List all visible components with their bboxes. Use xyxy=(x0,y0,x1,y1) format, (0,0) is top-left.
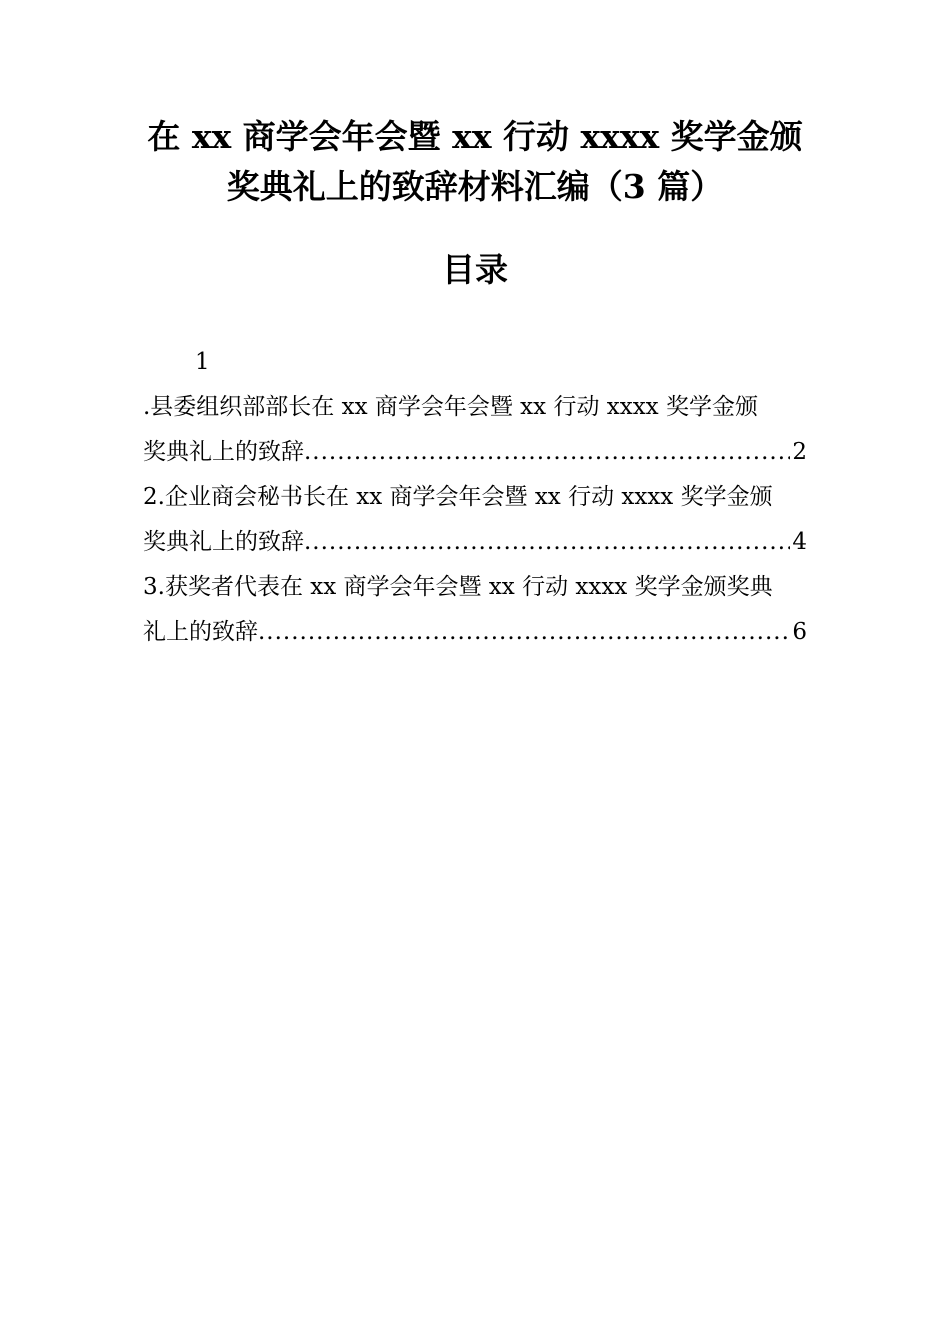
toc-entry-1-text: 奖典礼上的致辞 xyxy=(143,439,304,465)
toc-entry-3-line-2[interactable] xyxy=(143,610,807,655)
toc-entry-2-line-1[interactable]: 2.企业商会秘书长在 xx 商学会年会暨 xx 行动 xxxx 奖学金颁 xyxy=(143,484,773,510)
document-title xyxy=(140,112,810,212)
document-title-line-1: 在 xx 商学会年会暨 xx 行动 xxxx 奖学金颁 xyxy=(147,117,803,156)
toc-entry-1-number: 1 xyxy=(195,349,210,375)
toc-heading: 目录 xyxy=(442,250,508,289)
toc-entry-2-leader xyxy=(304,520,790,565)
toc-entry-1-page-number: 2 xyxy=(792,439,807,465)
table-of-contents xyxy=(143,340,807,655)
toc-entry-1-leader xyxy=(304,430,790,475)
toc-entry-1-line-1[interactable]: .县委组织部部长在 xx 商学会年会暨 xx 行动 xxxx 奖学金颁 xyxy=(143,394,758,420)
toc-entry-2-text: 奖典礼上的致辞 xyxy=(143,529,304,555)
toc-entry-2-page-number: 4 xyxy=(792,529,807,555)
toc-entry-3-page-number: 6 xyxy=(792,619,807,645)
toc-entry-1-line-2[interactable] xyxy=(143,430,807,475)
toc-entry-3-line-1[interactable]: 3.获奖者代表在 xx 商学会年会暨 xx 行动 xxxx 奖学金颁奖典 xyxy=(143,574,773,600)
document-title-line-2: 奖典礼上的致辞材料汇编（3 篇） xyxy=(226,167,724,206)
toc-entry-3-leader xyxy=(258,610,790,655)
toc-entry-3-text: 礼上的致辞 xyxy=(143,619,258,645)
toc-entry-2-line-2[interactable] xyxy=(143,520,807,565)
